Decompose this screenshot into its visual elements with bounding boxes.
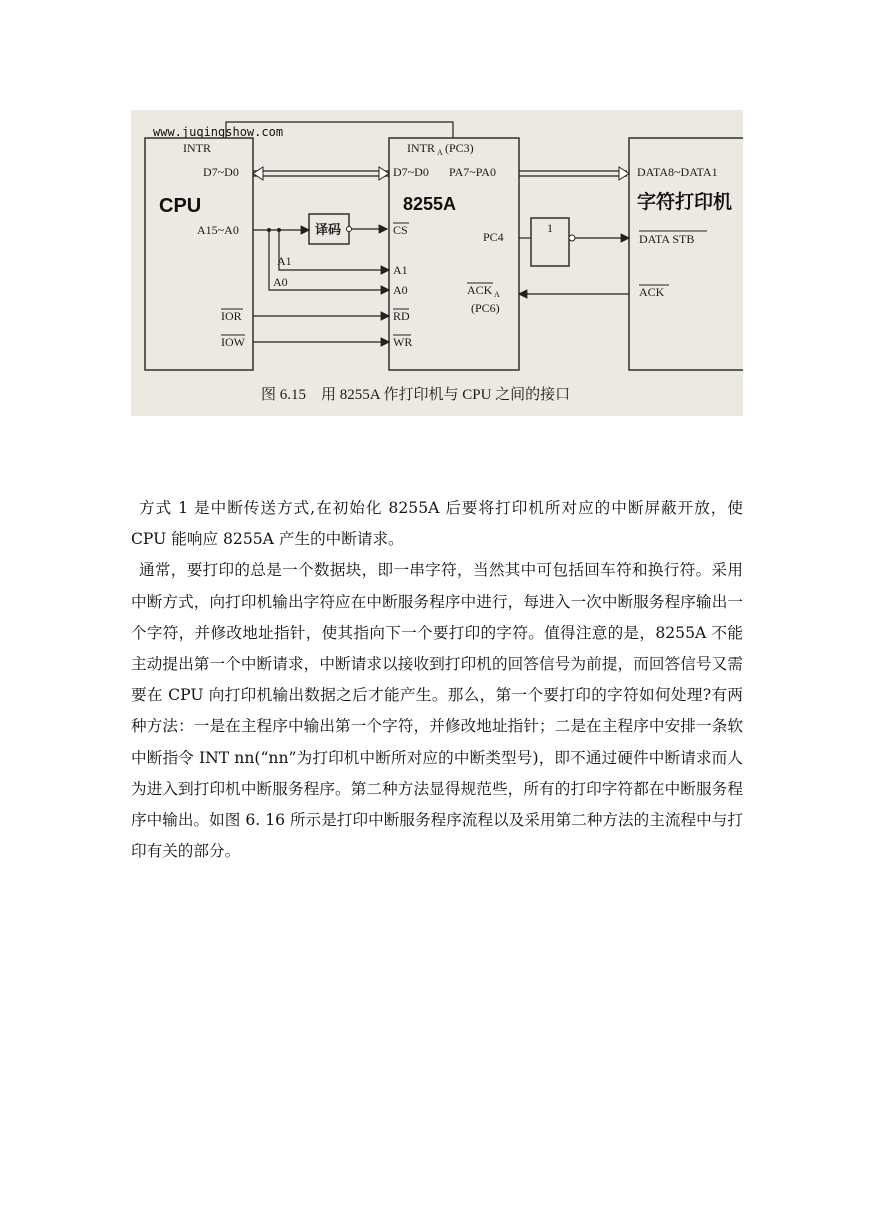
chip-label: 8255A bbox=[403, 194, 457, 214]
cpu-label: CPU bbox=[159, 195, 202, 217]
cpu-a0-label: A0 bbox=[273, 275, 288, 289]
printer-stb-label: DATA STB bbox=[639, 232, 695, 246]
chip-rd-label: RD bbox=[393, 309, 410, 323]
decoder-label: 译码 bbox=[315, 222, 342, 237]
chip-ack-label: ACK bbox=[467, 283, 493, 297]
chip-data-label: D7~D0 bbox=[393, 165, 429, 179]
body-text bbox=[131, 493, 743, 867]
cpu-data-bus-label: D7~D0 bbox=[203, 165, 239, 179]
chip-a0-label: A0 bbox=[393, 283, 408, 297]
printer-label: 字符打印机 bbox=[637, 192, 733, 213]
interface-diagram bbox=[131, 110, 743, 416]
chip-intr-sub: A bbox=[437, 148, 443, 157]
chip-intr-label: INTR bbox=[407, 141, 435, 155]
chip-ack-sub: A bbox=[494, 290, 500, 299]
figure-caption: 图 6.15 用 8255A 作打印机与 CPU 之间的接口 bbox=[261, 387, 571, 403]
chip-a1-label: A1 bbox=[393, 263, 408, 277]
chip-port-a-label: PA7~PA0 bbox=[449, 165, 496, 179]
cpu-ior-label: IOR bbox=[221, 309, 242, 323]
paragraph-1: 方式 1 是中断传送方式,在初始化 8255A 后要将打印机所对应的中断屏蔽开放，使 CPU 能响应 8255A 产生的中断请求。 bbox=[131, 499, 743, 549]
chip-wr-label: WR bbox=[393, 335, 413, 349]
inverter-label: 1 bbox=[547, 221, 553, 235]
watermark-text: www.juqingshow.com bbox=[153, 125, 284, 139]
chip-pc4-label: PC4 bbox=[483, 230, 504, 244]
paragraph-2: 通常，要打印的总是一个数据块，即一串字符，当然其中可包括回车符和换行符。采用中断方式，向打印机输出字符应在中断服务程序中进行，每进入一次中断服务程序输出一个字符，并修改地址指针，使其指向下一个要打印的字符。值得注意的是，8255A 不能主动提出第一个中断请求，中断请求以接收到打印机的回答信号为前提，而回答信号又需要在 CPU 向打印机输出数据之后才能产生。那么，第一个要打印的字符如何处理?有两种方法：一是在主程序中输出第一个字符，并修改地址指针；二是在主程序中安排一条软中断指令 INT nn(“nn”为打印机中断所对应的中断类型号)，即不通过硬件中断请求而人为进入到打印机中断服务程序。第二种方法显得规范些，所有的打印字符都在中断服务程序中输出。如图 6. 16 所示是打印中断服务程序流程以及采用第二种方法的主流程中与打印有关的部分。 bbox=[131, 561, 743, 861]
cpu-intr-label: INTR bbox=[183, 141, 211, 155]
cpu-addr-bus-label: A15~A0 bbox=[197, 223, 239, 237]
cpu-a1-label: A1 bbox=[277, 254, 292, 268]
chip-cs-label: CS bbox=[393, 223, 408, 237]
chip-ack-pin: (PC6) bbox=[471, 301, 500, 315]
chip-intr-pin: (PC3) bbox=[445, 141, 474, 155]
printer-data-label: DATA8~DATA1 bbox=[637, 165, 718, 179]
cpu-iow-label: IOW bbox=[221, 335, 245, 349]
interface-figure bbox=[131, 110, 743, 416]
printer-ack-label: ACK bbox=[639, 285, 665, 299]
